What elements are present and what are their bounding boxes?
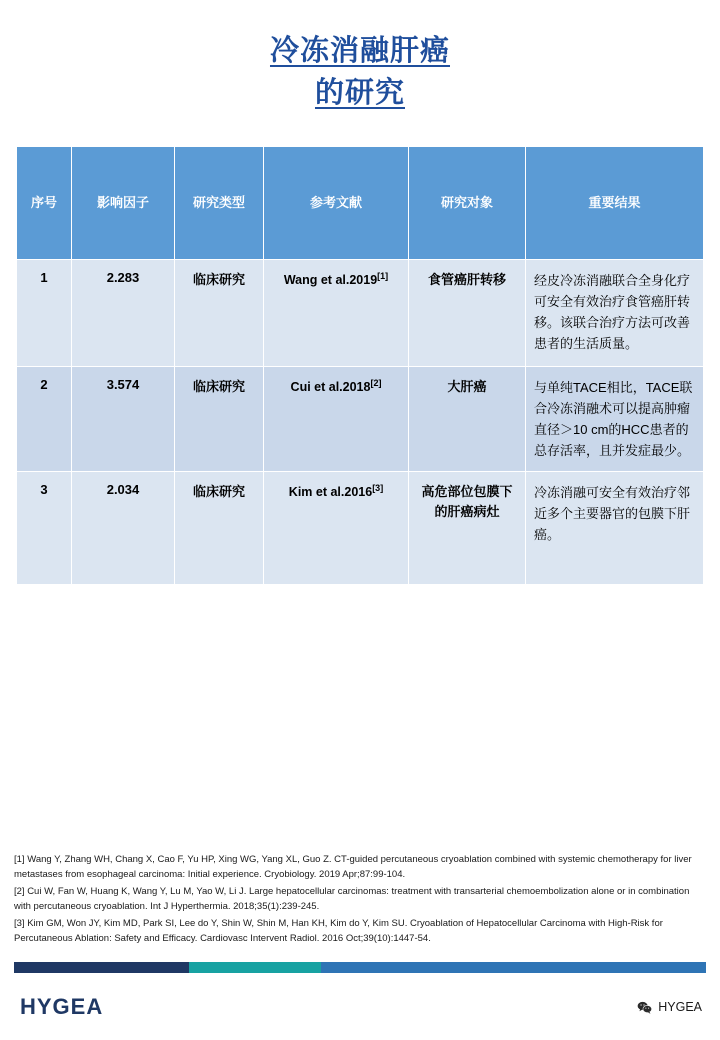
table-body — [17, 260, 704, 585]
cell-result: 冷冻消融可安全有效治疗邻近多个主要器官的包膜下肝癌。 — [526, 472, 704, 585]
table-header-row — [17, 147, 704, 260]
cell-impact: 3.574 — [72, 367, 175, 472]
page-title — [0, 0, 720, 114]
cell-no: 3 — [17, 472, 72, 585]
cell-type: 临床研究 — [175, 367, 264, 472]
references-list — [14, 852, 706, 947]
cell-reference-text: Cui et al.2018 — [290, 380, 371, 395]
footer-bar-teal — [189, 962, 321, 973]
reference-item-2: [2] Cui W, Fan W, Huang K, Wang Y, Lu M, Yao W, Li J. Large hepatocellular carcinomas: treatment with transarterial chemoembolization alone or in combination with percutaneous cryoablation. Int J Hyperthermia. 2018;35(1):239-245. — [14, 885, 690, 913]
column-header-object: 研究对象 — [409, 147, 526, 260]
cell-reference-text: Kim et al.2016 — [288, 485, 373, 500]
table-header — [17, 147, 704, 260]
table-row — [17, 367, 704, 472]
study-table-wrap — [16, 146, 704, 585]
column-header-ref: 参考文献 — [264, 147, 409, 260]
cell-no: 1 — [17, 260, 72, 367]
table-row — [17, 260, 704, 367]
wechat-label: HYGEA — [658, 1000, 702, 1014]
cell-type: 临床研究 — [175, 472, 264, 585]
wechat-icon — [637, 1001, 652, 1014]
study-table — [16, 146, 704, 585]
cell-reference-sup: [3] — [372, 483, 384, 494]
cell-reference-sup: [2] — [370, 378, 382, 389]
cell-type: 临床研究 — [175, 260, 264, 367]
cell-reference — [264, 472, 409, 585]
cell-result: 经皮冷冻消融联合全身化疗可安全有效治疗食管癌肝转移。该联合治疗方法可改善患者的生活质量。 — [526, 260, 704, 367]
reference-item-1: [1] Wang Y, Zhang WH, Chang X, Cao F, Yu HP, Xing WG, Yang XL, Guo Z. CT-guided percutaneous cryoablation combined with systemic chemotherapy for liver metastases from esophageal carcinoma: Initial experience. Cryobiology. 2019 Apr;87:99-104. — [14, 854, 692, 881]
column-header-no: 序号 — [17, 147, 72, 260]
cell-impact: 2.283 — [72, 260, 175, 367]
column-header-type: 研究类型 — [175, 147, 264, 260]
brand-logo: HYGEA — [20, 994, 104, 1019]
cell-reference-text: Wang et al.2019 — [283, 273, 378, 288]
cell-reference — [264, 367, 409, 472]
wechat-handle — [637, 1000, 702, 1014]
column-header-impact: 影响因子 — [72, 147, 175, 260]
footer-bar-blue — [321, 962, 706, 973]
cell-no: 2 — [17, 367, 72, 472]
cell-impact: 2.034 — [72, 472, 175, 585]
cell-subject: 高危部位包膜下的肝癌病灶 — [409, 472, 526, 585]
table-row — [17, 472, 704, 585]
cell-result: 与单纯TACE相比，TACE联合冷冻消融术可以提高肿瘤直径＞10 cm的HCC患者的总存活率，且并发症最少。 — [526, 367, 704, 472]
cell-subject: 大肝癌 — [409, 367, 526, 472]
title-line-1: 冷冻消融肝癌 — [269, 35, 450, 67]
cell-subject: 食管癌肝转移 — [409, 260, 526, 367]
reference-item-3: [3] Kim GM, Won JY, Kim MD, Park SI, Lee do Y, Shin W, Shin M, Han KH, Kim do Y, Kim SU. Cryoablation of Hepatocellular Carcinoma with High-Risk for Percutaneous Ablation: Safety and Efficacy. Cardiovasc Intervent Radiol. 2016 Oct;39(10):1447-54. — [14, 917, 663, 944]
cell-reference-sup: [1] — [377, 271, 389, 282]
footer-bar-navy — [14, 962, 189, 973]
title-line-2: 的研究 — [314, 77, 405, 110]
footer — [0, 980, 720, 1040]
column-header-result: 重要结果 — [526, 147, 704, 260]
cell-reference — [264, 260, 409, 367]
